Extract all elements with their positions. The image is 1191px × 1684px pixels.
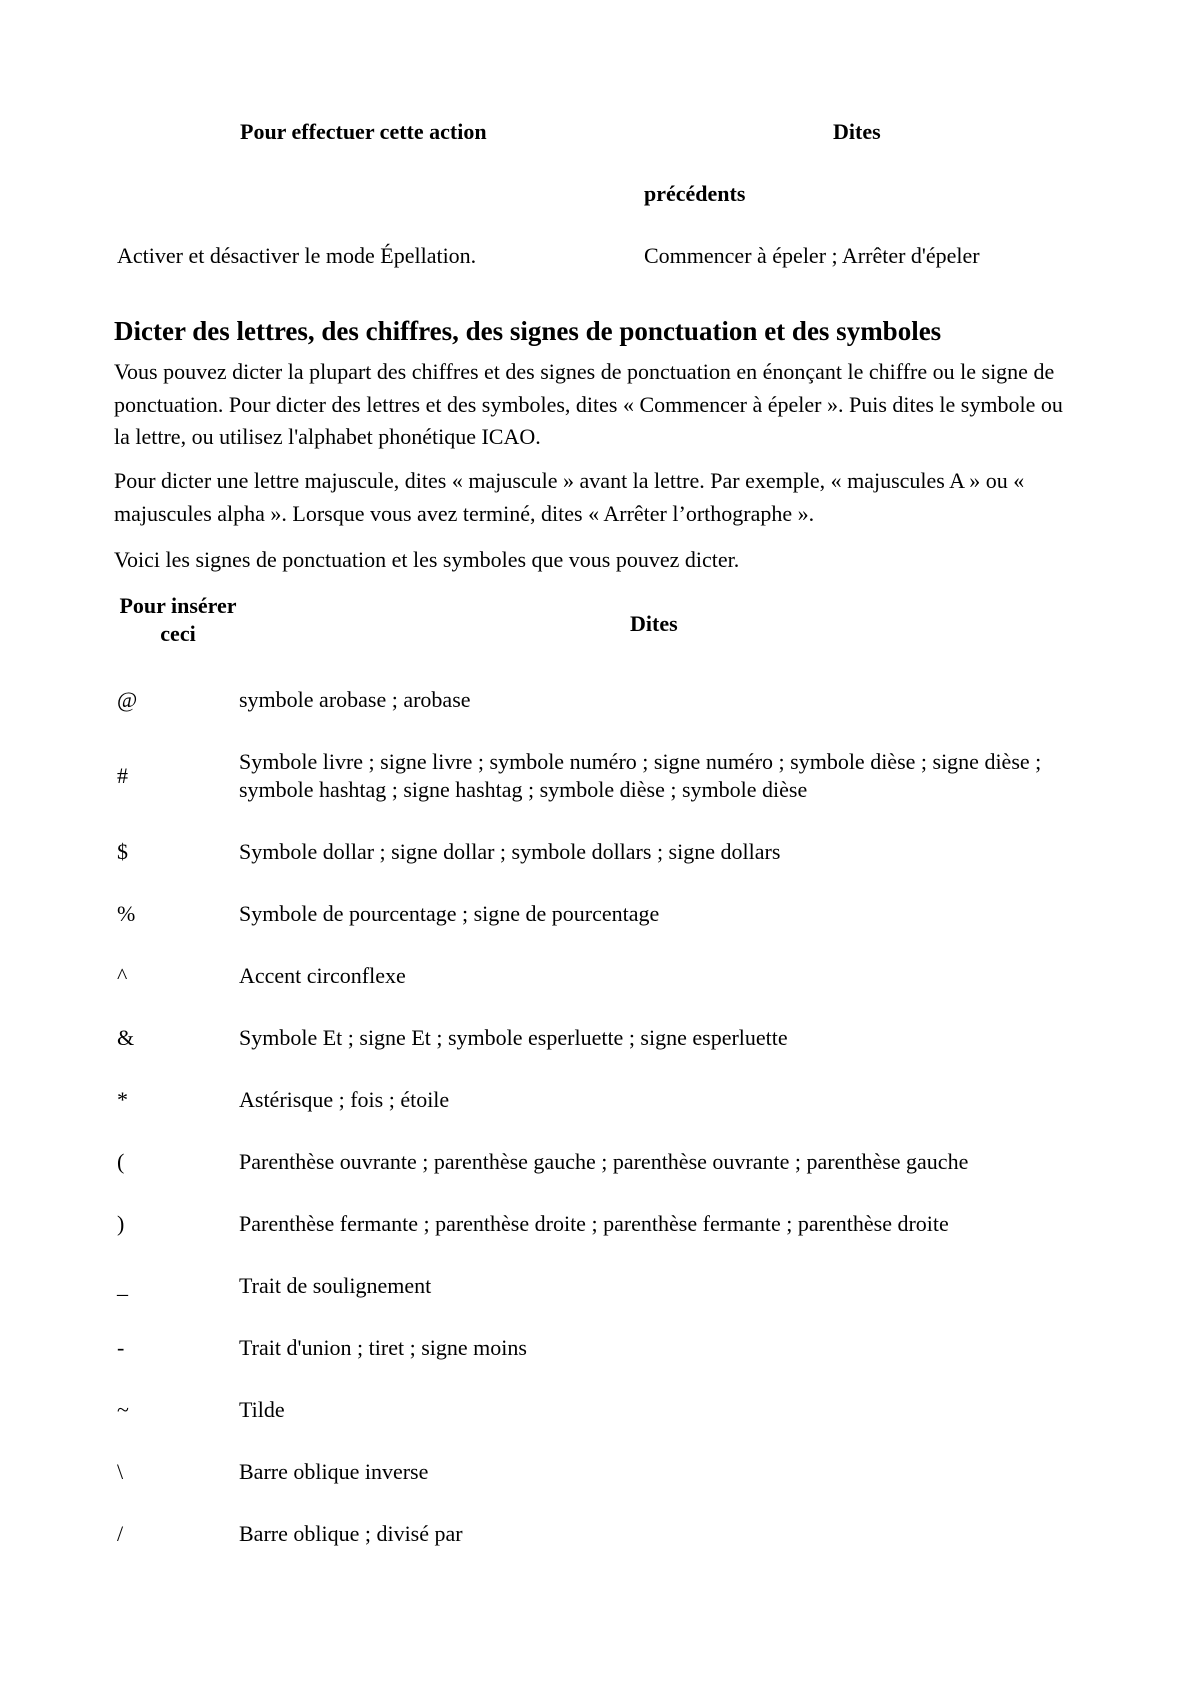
- symbol-cell: ^: [117, 963, 128, 988]
- symbol-cell: \: [117, 1459, 124, 1484]
- say-cell: Parenthèse ouvrante ; parenthèse gauche ; parenthèse ouvrante ; parenthèse gauche: [239, 1149, 969, 1174]
- symbols-table-header-say: Dites: [630, 611, 678, 636]
- symbol-cell: #: [117, 763, 128, 788]
- symbol-cell: *: [117, 1087, 128, 1112]
- top-table-header-say-continued: précédents: [644, 181, 746, 206]
- say-cell: Symbole livre ; signe livre ; symbole numéro ; signe numéro ; symbole dièse ; signe dièse ; symbole hashtag ; signe hashtag ; symbole dièse ; symbole dièse: [239, 749, 1042, 802]
- symbol-cell: (: [117, 1149, 125, 1174]
- say-cell: Trait d'union ; tiret ; signe moins: [239, 1335, 527, 1360]
- say-cell: Trait de soulignement: [239, 1273, 432, 1298]
- symbol-cell: ~: [117, 1397, 129, 1422]
- symbol-cell: @: [117, 687, 138, 712]
- say-cell: Symbole de pourcentage ; signe de pourcentage: [239, 901, 660, 926]
- symbol-cell: ): [117, 1211, 125, 1236]
- top-table-row-action: Activer et désactiver le mode Épellation.: [117, 243, 477, 268]
- top-table-header-say: Dites: [833, 119, 881, 144]
- symbol-cell: _: [117, 1273, 128, 1298]
- say-cell: Astérisque ; fois ; étoile: [239, 1087, 450, 1112]
- symbol-cell: &: [117, 1025, 135, 1050]
- say-cell: Barre oblique ; divisé par: [239, 1521, 463, 1546]
- symbol-cell: /: [117, 1521, 124, 1546]
- intro-paragraph: Vous pouvez dicter la plupart des chiffres et des signes de ponctuation en énonçant le chiffre ou le signe de ponctuation. Pour dicter des lettres et des symboles, dites « Commencer à épeler ». Puis dites le symbole ou la lettre, ou utilisez l'alphabet phonétique ICAO.: [114, 359, 1063, 449]
- top-table-header-action: Pour effectuer cette action: [240, 119, 487, 144]
- top-table-row-say: Commencer à épeler ; Arrêter d'épeler: [644, 243, 980, 268]
- say-cell: symbole arobase ; arobase: [239, 687, 471, 712]
- symbol-cell: $: [117, 839, 128, 864]
- symbols-intro-paragraph: Voici les signes de ponctuation et les symboles que vous pouvez dicter.: [114, 547, 740, 572]
- capitals-paragraph: Pour dicter une lettre majuscule, dites « majuscule » avant la lettre. Par exemple, « majuscules A » ou « majuscules alpha ». Lorsque vous avez terminé, dites « Arrêter l’orthographe ».: [114, 468, 1025, 526]
- say-cell: Barre oblique inverse: [239, 1459, 429, 1484]
- say-cell: Parenthèse fermante ; parenthèse droite ; parenthèse fermante ; parenthèse droite: [239, 1211, 949, 1236]
- symbol-cell: -: [117, 1335, 125, 1360]
- say-cell: Symbole Et ; signe Et ; symbole esperluette ; signe esperluette: [239, 1025, 788, 1050]
- symbols-table-header-insert: Pour insérer ceci: [119, 593, 237, 646]
- symbol-cell: %: [117, 901, 136, 926]
- say-cell: Accent circonflexe: [239, 963, 406, 988]
- say-cell: Tilde: [239, 1397, 285, 1422]
- say-cell: Symbole dollar ; signe dollar ; symbole dollars ; signe dollars: [239, 839, 781, 864]
- section-heading: Dicter des lettres, des chiffres, des signes de ponctuation et des symboles: [114, 316, 942, 346]
